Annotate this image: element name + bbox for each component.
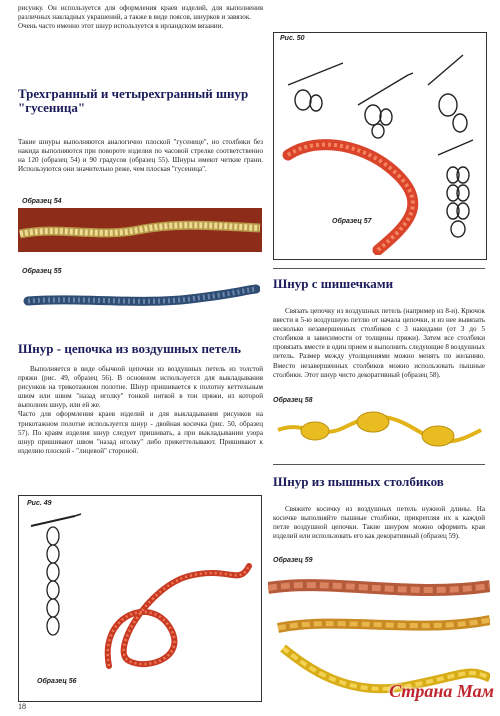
bumps-body: Связать цепочку из воздушных петель (например из 8-и). Крючок ввести в 5-ю воздушную петлю от начала цепочки, и из нее вывязать несколько незавершенных столбиков с 3 накидами (от 3 до 5 столбиков в зависимости от толщины пряжи). Затем все столбики провязать вместе в один прием и выполнить следующие 8 воздушных петель. Размер между утолщениями можно менять по желанию. Вместо незавершенных столбиков можно использовать пышные столбики. Этот шнур чисто декоративный (образец 58). xyxy=(273,307,485,379)
sample-54-photo xyxy=(18,208,262,252)
section-divider-1 xyxy=(273,268,485,269)
bumps-heading: Шнур с шишечками xyxy=(273,276,394,291)
intro-line-1: рисунку. Он используется для оформления краев изделий, для выполнения различных накладных украшений, а также в виде поясов, шнурков и завязок. xyxy=(18,4,263,22)
sample-56-caption: Образец 56 xyxy=(37,678,77,685)
intro-text xyxy=(18,4,263,31)
page-number: 18 xyxy=(18,702,26,711)
figure-49-caption: Рис. 49 xyxy=(27,500,52,507)
chain-body-2: Часто для оформления краев изделий и для выкладывания рисунков на трикотажном полотне используется шнур - двойная косичка (рис. 50, образец 57). По краям изделия шнур следует пришивать, а при выкладывании узора шнур пришивают швом "назад иголку" либо прикеттелывают. Пришивают к изделию плоской - "лицевой" стороной. xyxy=(18,410,263,455)
chain-stitch-diagram xyxy=(27,512,87,652)
intro-line-2: Очень часто именно этот шнур используется в ирландском вязании. xyxy=(18,22,224,31)
sample-59-caption: Образец 59 xyxy=(273,557,313,564)
section-divider-2 xyxy=(273,464,485,465)
figure-50-caption: Рис. 50 xyxy=(280,35,305,42)
sample-55-caption: Образец 55 xyxy=(22,268,62,275)
chain-body-1: Выполняется в виде обычной цепочки из воздушных петель из толстой пряжи (рис. 49, образец 56). В основном используется для выкладывания рисунков на трикотажном полотне. Шнур пришивается к полотну кеттельным швом или швом "назад иголку" тонкой ниткой в тон пряжи, из которой выполнен шнур, или ей же. xyxy=(18,365,263,410)
chain-text xyxy=(18,365,263,456)
figure-50-box xyxy=(273,32,487,260)
sample-58-photo xyxy=(273,400,485,455)
figure-49-box xyxy=(18,495,262,702)
puff-heading: Шнур из пышных столбиков xyxy=(273,474,444,489)
watermark-logo: Страна Мам xyxy=(389,681,494,701)
double-braid-diagram xyxy=(278,45,483,255)
sample-58-caption: Образец 58 xyxy=(273,397,313,404)
sample-56-photo xyxy=(89,556,254,676)
caterpillar-heading: Трехгранный и четырехгранный шнур "гусеница" xyxy=(18,86,249,115)
sample-54-caption: Образец 54 xyxy=(22,198,62,205)
sample-57-caption: Образец 57 xyxy=(332,218,372,225)
caterpillar-body: Такие шнуры выполняются аналогично плоской "гусенице", но столбики без накида выполняются при повороте изделия по часовой стрелке соответственно на 120 (образец 54) и 90 градусов (образец 55). Шнуры имеют четкие грани. Используются они значительно реже, чем плоская "гусеница". xyxy=(18,138,263,174)
puff-body: Свяжите косичку из воздушных петель нужной длины. На косичке выполняйте пышные столбики, прикрепляя их к каждой петле воздушной цепочки. Такие шнуром можно оформить края изделий или использовать его как декоративный (образец 59). xyxy=(273,505,485,541)
sample-55-photo xyxy=(20,275,260,309)
chain-heading: Шнур - цепочка из воздушных петель xyxy=(18,341,242,356)
